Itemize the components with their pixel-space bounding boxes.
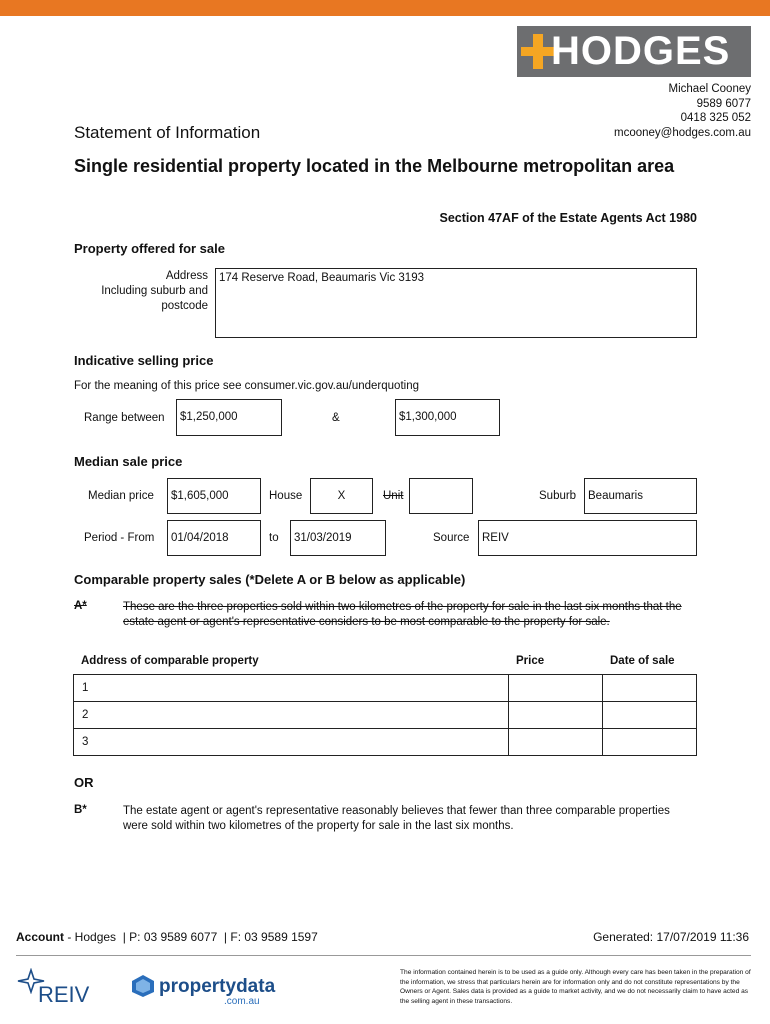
table-row [74,729,697,756]
address-field[interactable]: 174 Reserve Road, Beaumaris Vic 3193 [215,268,697,338]
propertydata-domain: .com.au [224,996,260,1007]
date-cell[interactable] [603,675,697,702]
source-field[interactable]: REIV [478,520,697,556]
logo-plus-horizontal [521,47,555,56]
address-label-line3: postcode [161,300,208,312]
unit-label: Unit [383,490,404,502]
price-high-field[interactable]: $1,300,000 [395,399,500,436]
account-value: - Hodges [67,930,117,944]
option-b-text: The estate agent or agent's representative reasonably believes that fewer than three comparable properties were sold within two kilometres of the property for sale in the last six months. [123,805,670,832]
or-label: OR [74,775,94,790]
price-cell[interactable] [509,675,603,702]
period-from-field[interactable]: 01/04/2018 [167,520,261,556]
main-title: Single residential property located in the Melbourne metropolitan area [74,156,675,176]
price-low-field[interactable]: $1,250,000 [176,399,282,436]
row-number: 1 [74,675,509,702]
property-heading: Property offered for sale [74,241,225,256]
suburb-field[interactable]: Beaumaris [584,478,697,514]
date-cell[interactable] [603,729,697,756]
indicative-heading: Indicative selling price [74,353,214,368]
propertydata-logo [131,974,281,1008]
agent-contact [614,82,751,140]
agent-mobile: 0418 325 052 [680,112,751,124]
period-to-label: to [269,532,279,544]
period-from-label: Period - From [84,532,155,544]
footer-divider [16,955,751,956]
comparable-table [73,674,697,756]
median-heading: Median sale price [74,454,183,469]
propertydata-wordmark: propertydata [159,976,276,997]
reiv-wordmark: REIV [38,982,90,1007]
table-row [74,675,697,702]
row-number: 2 [74,702,509,729]
date-cell[interactable] [603,702,697,729]
address-label-line1: Address [165,270,208,282]
office-phone: | P: 03 9589 6077 [122,930,218,944]
section-reference: Section 47AF of the Estate Agents Act 1980 [439,211,697,225]
table-row [74,702,697,729]
agent-name: Michael Cooney [668,83,751,95]
account-info [16,930,318,944]
range-ampersand: & [332,412,340,424]
period-to-field[interactable]: 31/03/2019 [290,520,386,556]
option-b-label: B* [74,804,87,816]
top-accent-bar [0,0,770,16]
disclaimer-text: The information contained herein is to be used as a guide only. Although every care has been taken in the preparation of the information, we stress that particulars herein are for information only and do not constitute representations by the Owners or Agent. Sales data is provided as a guide to market activity, and we do not necessarily claim to have acted as the selling agent in these transactions. [400,969,751,1005]
account-label: Account [16,930,64,944]
option-a-text: These are the three properties sold within two kilometres of the property for sale in the last six months that the estate agent or agent's representative considers to be most comparable to the property for sale. [123,601,682,628]
source-label: Source [433,532,470,544]
address-label-line2: Including suburb and [101,285,208,297]
row-number: 3 [74,729,509,756]
house-field[interactable]: X [310,478,373,514]
price-cell[interactable] [509,702,603,729]
agent-email[interactable]: mcooney@hodges.com.au [614,126,751,139]
range-label: Range between [84,412,165,424]
reiv-logo [16,968,96,1008]
col-address-header: Address of comparable property [81,655,259,667]
office-fax: | F: 03 9589 1597 [223,930,318,944]
statement-title: Statement of Information [74,123,261,142]
agent-phone: 9589 6077 [696,97,751,110]
address-label [80,269,208,314]
unit-field[interactable] [409,478,473,514]
hodges-logo [517,26,751,77]
median-price-label: Median price [88,490,154,502]
logo-wordmark: HODGES [551,29,731,73]
median-price-field[interactable]: $1,605,000 [167,478,261,514]
propertydata-house-icon [131,974,155,998]
price-cell[interactable] [509,729,603,756]
col-date-header: Date of sale [610,655,675,667]
underquoting-note: For the meaning of this price see consumer.vic.gov.au/underquoting [74,380,419,392]
house-label: House [269,490,303,502]
suburb-label: Suburb [539,490,577,502]
col-price-header: Price [516,655,545,667]
generated-timestamp: Generated: 17/07/2019 11:36 [593,930,749,944]
option-a-label: A* [74,600,87,612]
comparable-heading: Comparable property sales (*Delete A or B below as applicable) [74,572,466,587]
